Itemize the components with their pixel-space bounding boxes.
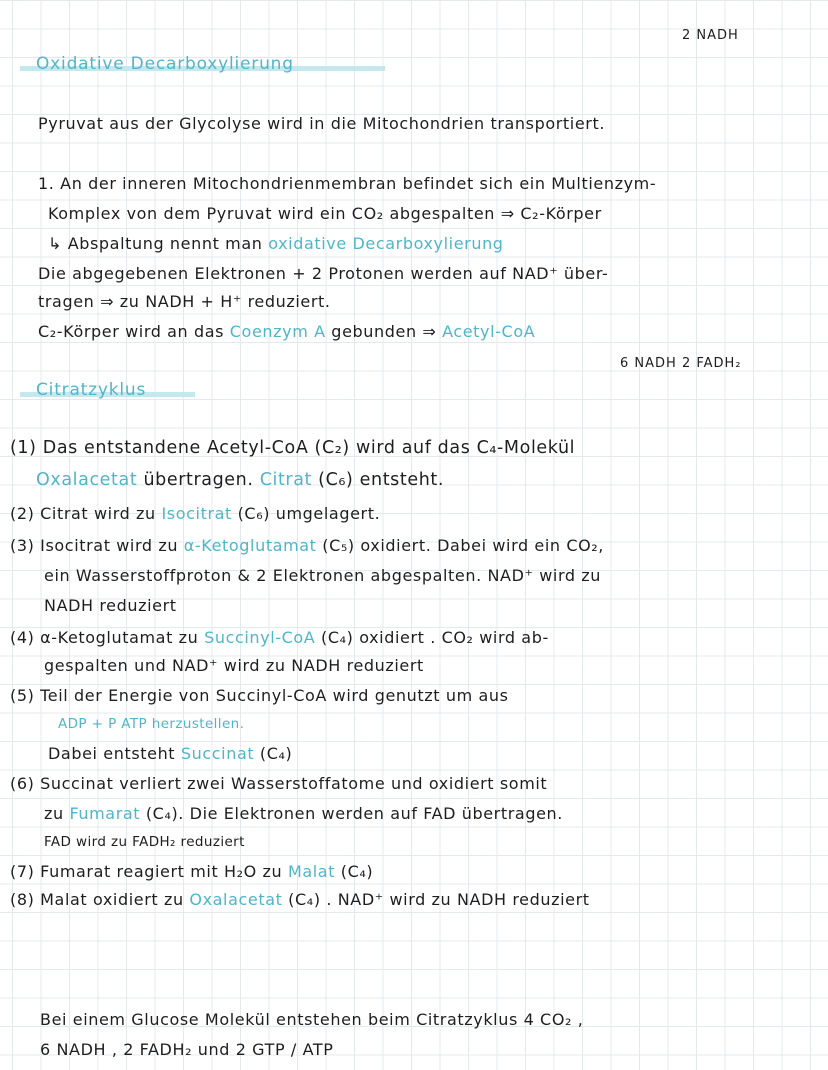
citrate-step-1-line-2: Oxalacetat übertragen. Citrat (C₆) entsteht.	[36, 470, 445, 490]
summary-line-1: Bei einem Glucose Molekül entstehen beim Citratzyklus 4 CO₂ ,	[40, 1010, 584, 1029]
citrate-step-8: (8) Malat oxidiert zu Oxalacetat (C₄) . NAD⁺ wird zu NADH reduziert	[10, 890, 590, 909]
citrate-step-2: (2) Citrat wird zu Isocitrat (C₆) umgelagert.	[10, 504, 381, 523]
citrate-step-7: (7) Fumarat reagiert mit H₂O zu Malat (C₄)	[10, 862, 374, 881]
summary-line-2: 6 NADH , 2 FADH₂ und 2 GTP / ATP	[40, 1040, 334, 1059]
mid-note: 6 NADH 2 FADH₂	[620, 356, 742, 371]
top-note: 2 NADH	[682, 28, 739, 43]
citrate-step-4-line-1: (4) α-Ketoglutamat zu Succinyl-CoA (C₄) oxidiert . CO₂ wird ab-	[10, 628, 549, 647]
citrate-step-1-line-1: (1) Das entstandene Acetyl-CoA (C₂) wird auf das C₄-Molekül	[10, 438, 576, 458]
citrate-step-6-line-2: zu Fumarat (C₄). Die Elektronen werden auf FAD übertragen.	[44, 804, 563, 823]
citrate-step-5-line-1: (5) Teil der Energie von Succinyl-CoA wird genutzt um aus	[10, 686, 509, 705]
step-1-line-4: Die abgegebenen Elektronen + 2 Protonen werden auf NAD⁺ über-	[38, 264, 609, 283]
step-1-line-2: Komplex von dem Pyruvat wird ein CO₂ abgespalten ⇒ C₂-Körper	[48, 204, 602, 223]
intro-text: Pyruvat aus der Glycolyse wird in die Mitochondrien transportiert.	[38, 114, 606, 133]
section-heading-citratzyklus: Citratzyklus	[36, 380, 147, 400]
step-1-line-6: C₂-Körper wird an das Coenzym A gebunden ⇒ Acetyl-CoA	[38, 322, 536, 341]
citrate-step-5-line-3: Dabei entsteht Succinat (C₄)	[48, 744, 293, 763]
citrate-step-3-line-3: NADH reduziert	[44, 596, 177, 615]
citrate-step-6-line-3: FAD wird zu FADH₂ reduziert	[44, 834, 245, 850]
step-1-line-1: 1. An der inneren Mitochondrienmembran befindet sich ein Multienzym-	[38, 174, 657, 193]
citrate-step-6-line-1: (6) Succinat verliert zwei Wasserstoffatome und oxidiert somit	[10, 774, 548, 793]
step-1-line-3: ↳ Abspaltung nennt man oxidative Decarboxylierung	[48, 234, 504, 253]
citrate-step-5-line-2: ADP + P ATP herzustellen.	[58, 716, 245, 732]
citrate-step-4-line-2: gespalten und NAD⁺ wird zu NADH reduziert	[44, 656, 424, 675]
citrate-step-3-line-2: ein Wasserstoffproton & 2 Elektronen abgespalten. NAD⁺ wird zu	[44, 566, 602, 585]
citrate-step-3-line-1: (3) Isocitrat wird zu α-Ketoglutamat (C₅) oxidiert. Dabei wird ein CO₂,	[10, 536, 604, 555]
section-heading-oxidative-decarboxylierung: Oxidative Decarboxylierung	[36, 54, 294, 74]
step-1-line-5: tragen ⇒ zu NADH + H⁺ reduziert.	[38, 292, 331, 311]
